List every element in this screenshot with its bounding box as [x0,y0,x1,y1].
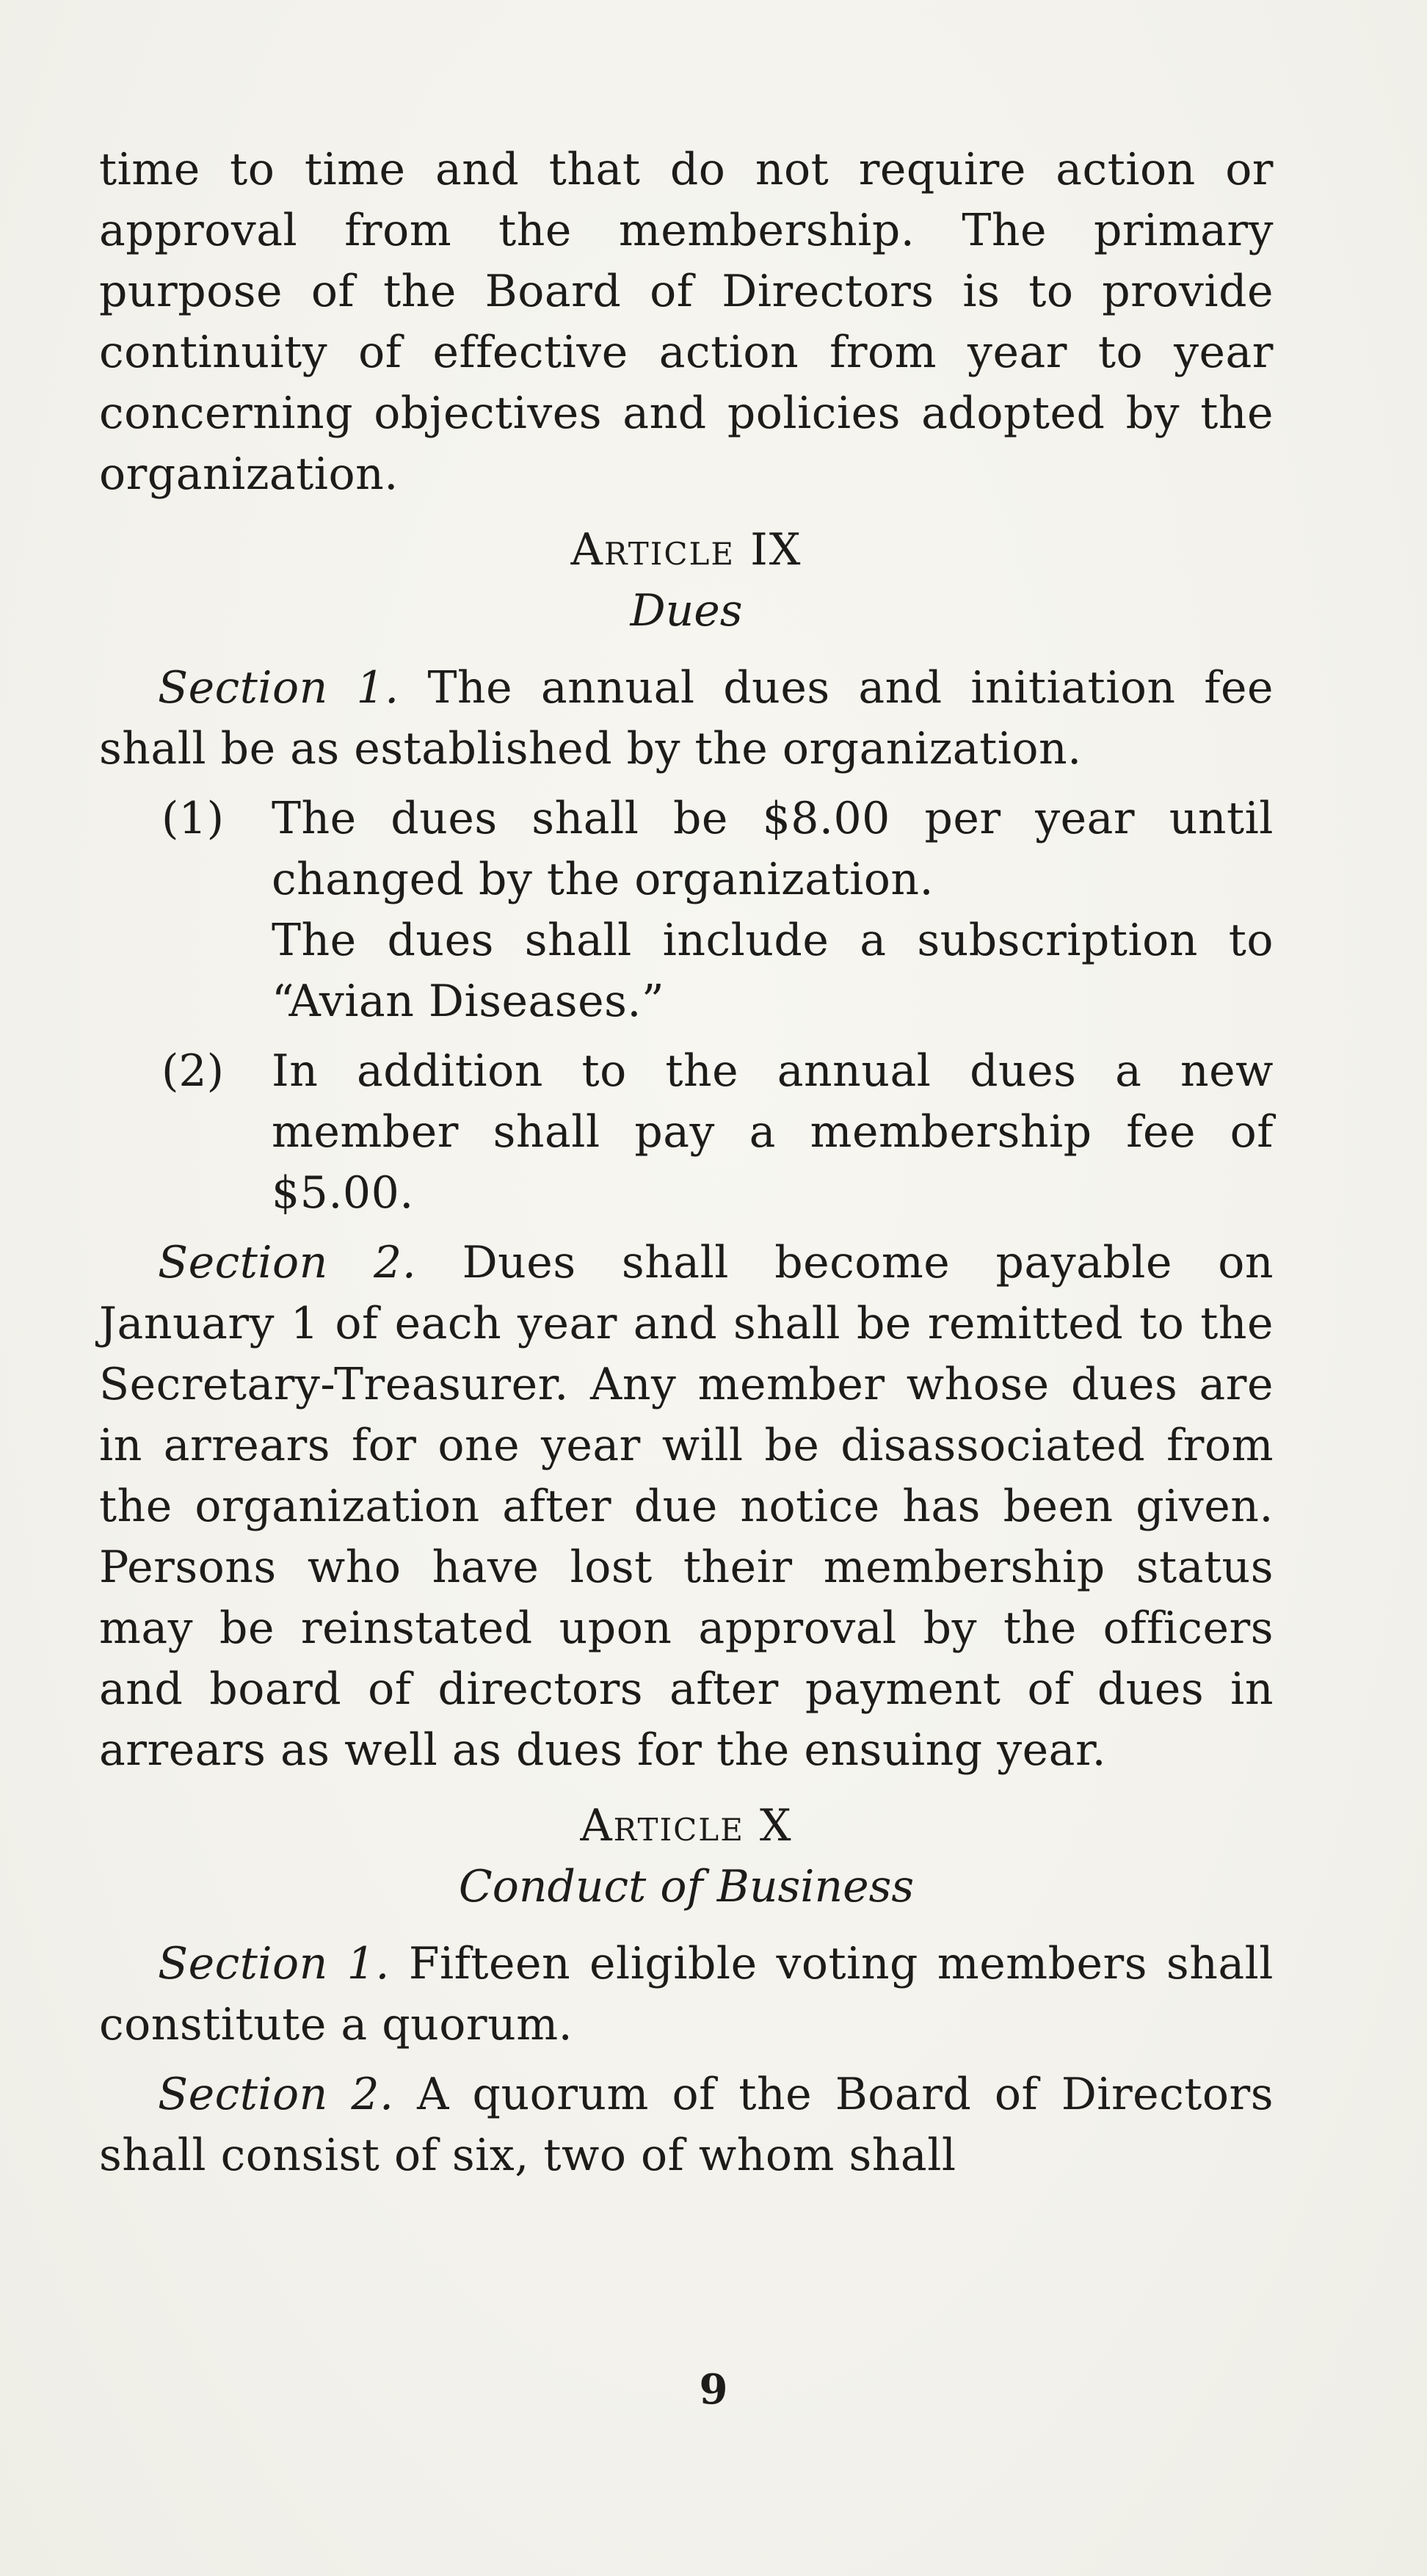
article-ix-title: Dues [630,585,743,636]
page-content [99,139,1274,2186]
article-x-section-2 [99,2064,1274,2186]
page-number: 9 [699,2365,728,2414]
section-label: Section 2. [158,1237,417,1288]
list-item-body [272,788,1274,1032]
article-ix-heading: Article IX [570,524,802,576]
section-text: Dues shall become payable on January 1 of each year and shall be remitted to the Secretary-Treasurer. Any member whose dues are in arrears for one year will be disassociated from the organization after due notice has been given. Persons who have lost their membership status may be reinstated upon approval by the officers and board of directors after payment of dues in arrears as well as dues for the ensuing year. [99,1237,1274,1776]
section-label: Section 1. [158,662,399,714]
list-item-body [272,1041,1274,1224]
section-text: Fifteen eligible voting members shall constitute a quorum. [99,1938,1274,2050]
article-x-section-1 [99,1934,1274,2056]
list-item-text: The dues shall be $8.00 per year until changed by the organization. [272,793,1274,905]
article-x-heading: Article X [580,1800,793,1851]
list-item-number: (2) [161,1045,224,1097]
section-label: Section 1. [158,1938,390,1989]
list-item-2 [161,1041,1274,1224]
section-label: Section 2. [158,2069,394,2120]
list-item-number: (1) [161,793,224,844]
list-item-1 [161,788,1274,1032]
list-item-text: In addition to the annual dues a new member shall pay a membership fee of $5.00. [272,1045,1274,1219]
list-item-text: The dues shall include a subscription to “Avian Diseases.” [272,915,1274,1027]
intro-paragraph: time to time and that do not require action or approval from the membership. The primary purpose of the Board of Directors is to provide continuity of effective action from year to year concerning objectives and policies adopted by the organization. [99,144,1274,500]
article-ix-section-1 [99,658,1274,780]
section-text: A quorum of the Board of Directors shall consist of six, two of whom shall [99,2069,1274,2181]
section-text: The annual dues and initiation fee shall be as established by the organization. [99,662,1274,774]
article-ix-section-2 [99,1233,1274,1781]
article-x-title: Conduct of Business [458,1861,915,1912]
